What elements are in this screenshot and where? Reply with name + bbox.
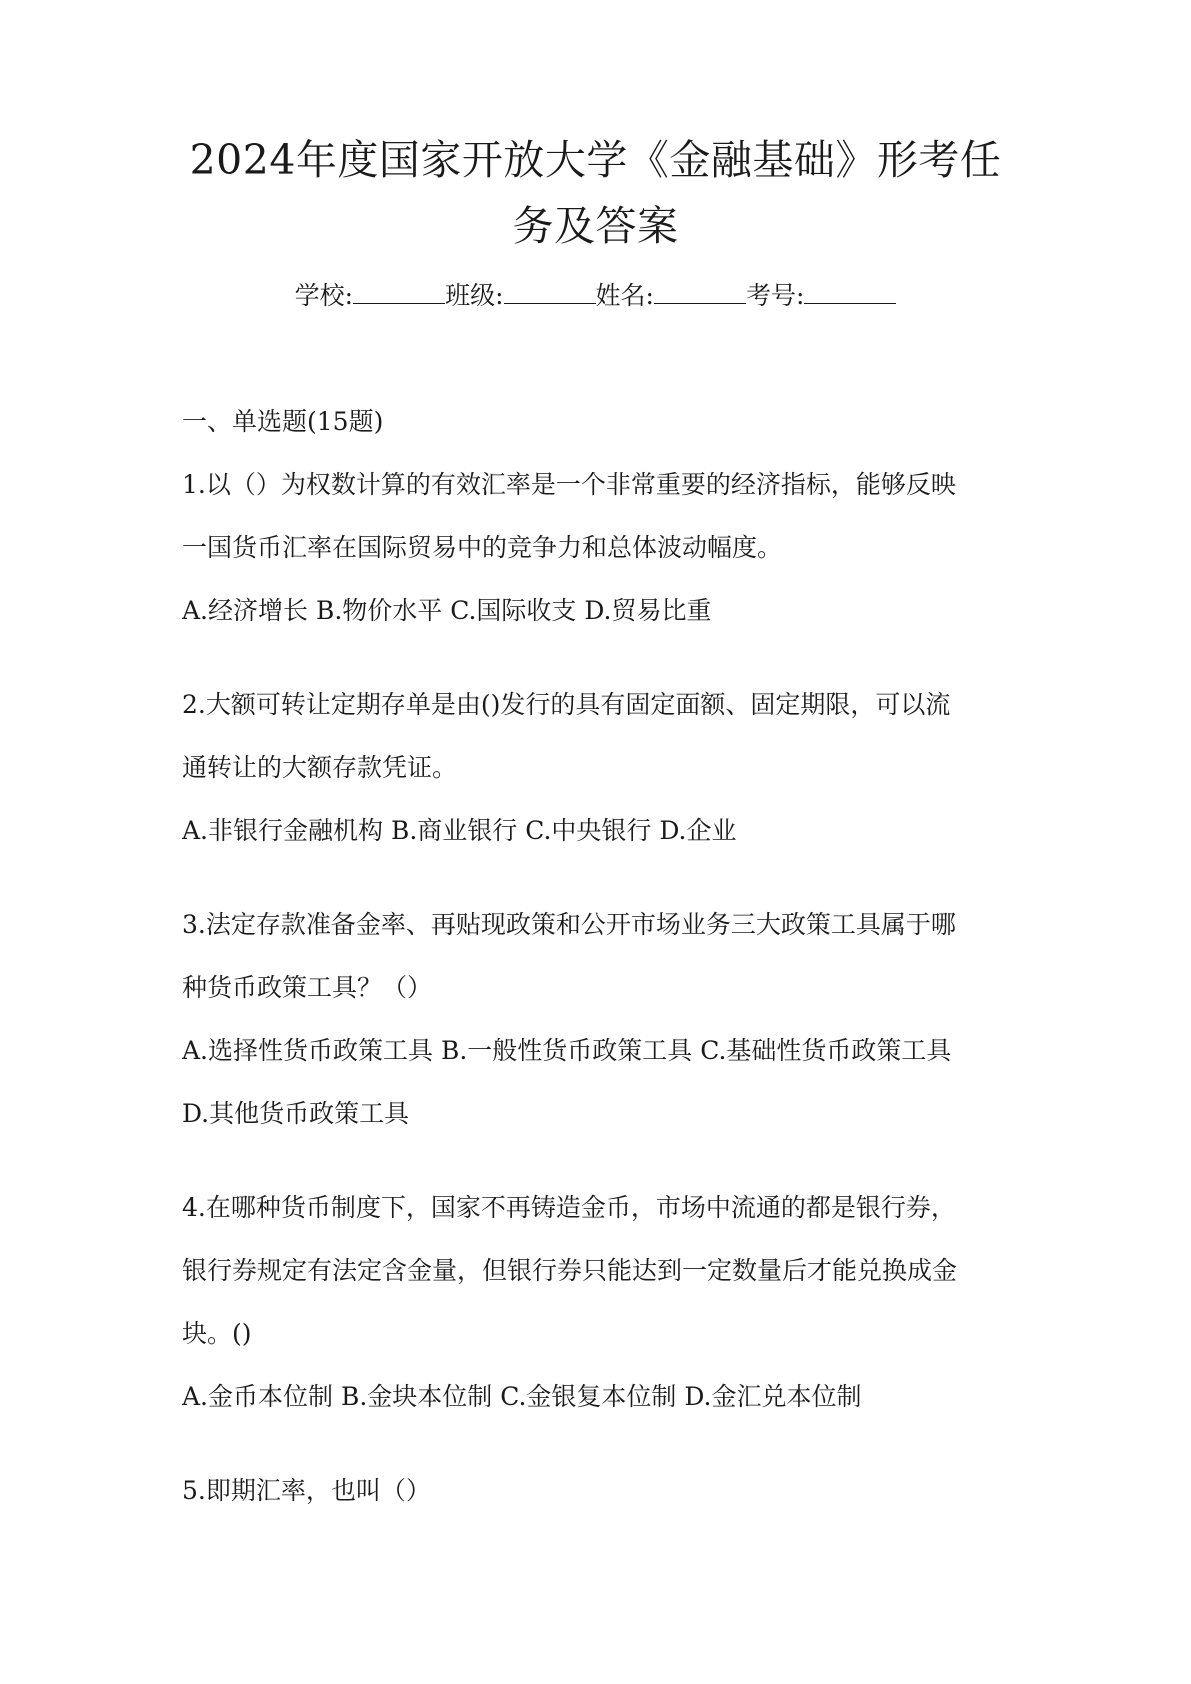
name-label: 姓名: — [595, 281, 654, 310]
question-5-stem-line-1: 5.即期汇率，也叫（） — [182, 1476, 431, 1505]
question-3-options-line-2: D.其他货币政策工具 — [182, 1099, 410, 1128]
section-heading: 一、单选题(15题) — [182, 407, 384, 436]
question-4-stem-line-2: 银行券规定有法定含金量，但银行券只能达到一定数量后才能兑换成金 — [182, 1256, 958, 1285]
document-title-line-2: 务及答案 — [512, 202, 679, 250]
document-title-line-1: 2024年度国家开放大学《金融基础》形考任 — [189, 136, 1002, 184]
exam-number-label: 考号: — [745, 281, 805, 310]
school-blank — [353, 277, 445, 304]
question-1-stem-line-1: 1.以（）为权数计算的有效汇率是一个非常重要的经济指标，能够反映 — [182, 470, 956, 499]
question-1-stem-line-2: 一国货币汇率在国际贸易中的竞争力和总体波动幅度。 — [182, 533, 783, 562]
exam-number-blank — [804, 277, 896, 304]
question-3-stem-line-2: 种货币政策工具？（） — [182, 973, 433, 1002]
question-3-options-line-1: A.选择性货币政策工具 B.一般性货币政策工具 C.基础性货币政策工具 — [182, 1036, 952, 1065]
name-blank — [654, 277, 746, 304]
student-info-line — [0, 277, 1191, 313]
question-2-stem-line-2: 通转让的大额存款凭证。 — [182, 753, 458, 782]
class-label: 班级: — [445, 281, 504, 310]
question-4-options: A.金币本位制 B.金块本位制 C.金银复本位制 D.金汇兑本位制 — [182, 1382, 862, 1411]
question-2-options: A.非银行金融机构 B.商业银行 C.中央银行 D.企业 — [182, 816, 737, 845]
question-4-stem-line-1: 4.在哪种货币制度下，国家不再铸造金币，市场中流通的都是银行券， — [182, 1193, 956, 1222]
question-3-stem-line-1: 3.法定存款准备金率、再贴现政策和公开市场业务三大政策工具属于哪 — [182, 910, 956, 939]
class-blank — [504, 277, 596, 304]
question-4-stem-line-3: 块。() — [182, 1319, 252, 1348]
question-1-options: A.经济增长 B.物价水平 C.国际收支 D.贸易比重 — [182, 596, 712, 625]
question-2-stem-line-1: 2.大额可转让定期存单是由()发行的具有固定面额、固定期限，可以流 — [182, 690, 951, 719]
school-label: 学校: — [294, 281, 354, 310]
